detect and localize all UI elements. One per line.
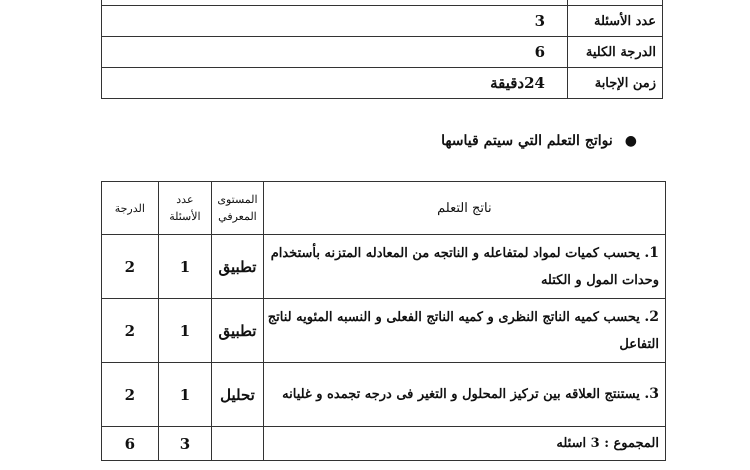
score-cell: 2 [102, 299, 159, 363]
total-score-cell: 6 [102, 427, 159, 461]
outcomes-header-row [102, 182, 666, 235]
cognitive-level-cell: تطبيق [212, 299, 264, 363]
info-row-answer-time [102, 68, 663, 99]
table-row [102, 235, 666, 299]
question-count-label: عدد الأسئلة [568, 6, 663, 37]
outcome-cell [263, 235, 665, 299]
cognitive-level-cell: تطبيق [212, 235, 264, 299]
score-cell: 2 [102, 235, 159, 299]
header-count-line1: عدد [176, 193, 194, 206]
outcome-cell [263, 363, 665, 427]
header-cognitive-level [212, 182, 264, 235]
outcome-text: يحسب كميات لمواد لمتفاعله و الناتجه من المعادله المتزنه بأستخدام وحدات المول و الكتله [270, 245, 659, 288]
header-level-line1: المستوى [217, 193, 258, 206]
outcome-number: 2. [644, 308, 659, 325]
header-level-line2: المعرفي [218, 210, 257, 223]
info-row-total-score [102, 37, 663, 68]
header-count-line2: الأسئلة [169, 210, 201, 223]
outcome-text: يستنتج العلاقه بين تركيز المحلول و التغير فى درجه تجمده و غليانه [282, 387, 640, 402]
question-count-cell: 1 [158, 363, 212, 427]
table-row [102, 299, 666, 363]
header-score: الدرجة [102, 182, 159, 235]
total-score-label: الدرجة الكلية [568, 37, 663, 68]
info-row-question-count [102, 6, 663, 37]
answer-time-value: 24دقيقة [102, 68, 568, 99]
score-cell: 2 [102, 363, 159, 427]
total-label-cell: المجموع : 3 اسئله [263, 427, 665, 461]
header-outcome: ناتج التعلم [263, 182, 665, 235]
bullet-icon: ● [624, 133, 637, 149]
answer-time-label: زمن الإجابة [568, 68, 663, 99]
total-count-cell: 3 [158, 427, 212, 461]
outcomes-heading-text: نواتج التعلم التي سيتم قياسها [441, 133, 613, 149]
question-count-value: 3 [102, 6, 568, 37]
exam-info-table [101, 0, 663, 99]
total-score-value: 6 [102, 37, 568, 68]
cognitive-level-cell: تحليل [212, 363, 264, 427]
question-count-cell: 1 [158, 235, 212, 299]
total-row [102, 427, 666, 461]
outcomes-heading [441, 133, 637, 149]
total-level-cell [212, 427, 264, 461]
header-question-count [158, 182, 212, 235]
learning-outcomes-table [101, 181, 666, 461]
outcome-cell [263, 299, 665, 363]
question-count-cell: 1 [158, 299, 212, 363]
outcome-number: 3. [644, 386, 659, 402]
table-row [102, 363, 666, 427]
outcome-number: 1. [644, 244, 659, 261]
outcome-text: يحسب كميه الناتج النظرى و كميه الناتج الفعلى و النسبه المئويه لناتج التفاعل [267, 309, 659, 352]
